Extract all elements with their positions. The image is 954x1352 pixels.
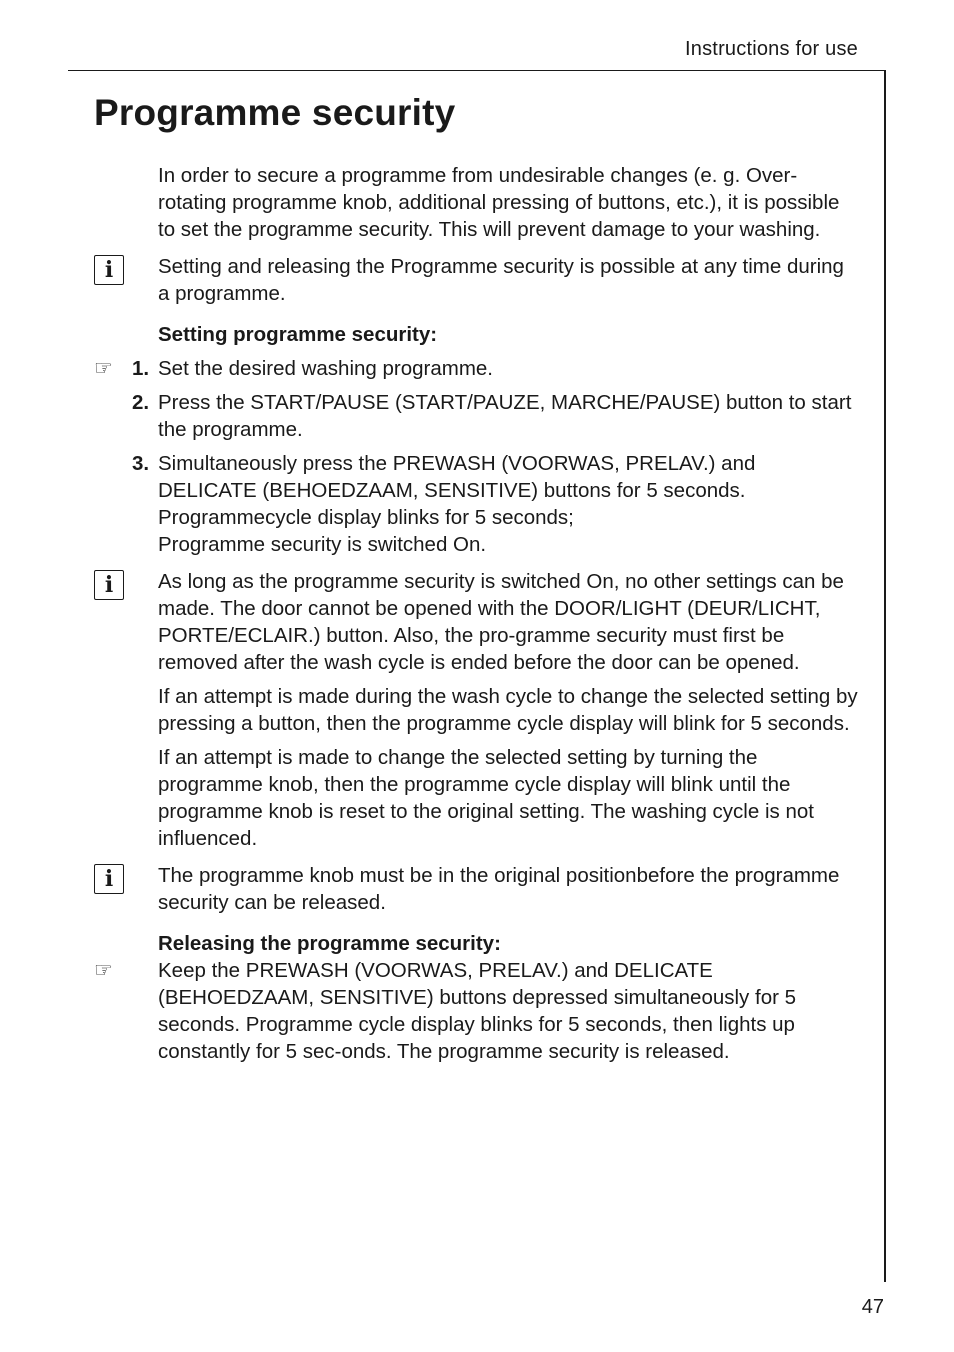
- header-divider: [68, 70, 886, 71]
- step-text: Press the START/PAUSE (START/PAUZE, MARCHE/PAUSE) button to start the programme.: [158, 391, 852, 441]
- step-1: [94, 355, 858, 382]
- knob-attempt-paragraph: If an attempt is made to change the selected setting by turning the programme knob, then the programme cycle display will blink until the programme knob is reset to the original setting. The washing cycle is not influenced.: [158, 746, 814, 850]
- info-note-1: [104, 253, 858, 307]
- pointing-hand-icon: ☞: [94, 356, 113, 380]
- page-edge-rule: [884, 70, 886, 1282]
- page-title: Programme security: [94, 92, 456, 133]
- step-number: 1.: [132, 357, 150, 380]
- info-note-3: [104, 862, 858, 916]
- info-note-2: [104, 568, 858, 676]
- pointing-hand-icon: ☞: [94, 958, 113, 982]
- header-section-title: Instructions for use: [685, 38, 858, 60]
- info-note-3-text: The programme knob must be in the original positionbefore the programme security can be released.: [158, 864, 840, 914]
- info-note-2-text: As long as the programme security is switched On, no other settings can be made. The door cannot be opened with the DOOR/LIGHT (DEUR/LICHT, PORTE/ECLAIR.) button. Also, the pro-gramme security must first be removed after the wash cycle is ended before the door can be opened.: [158, 570, 844, 674]
- step-text-continued: Programme security is switched On.: [158, 533, 487, 556]
- release-heading: Releasing the programme security:: [158, 932, 501, 955]
- info-icon: i: [94, 255, 124, 285]
- setting-heading: Setting programme security:: [158, 323, 438, 346]
- release-text: Keep the PREWASH (VOORWAS, PRELAV.) and DELICATE (BEHOEDZAAM, SENSITIVE) buttons depressed simultaneously for 5 seconds. Programme cycle display blinks for 5 seconds, then lights up constantly for 5 sec-onds. The programme security is released.: [158, 959, 797, 1063]
- step-number: 2.: [132, 391, 150, 414]
- step-number: 3.: [132, 452, 150, 475]
- step-3: [132, 450, 858, 558]
- page-content: [94, 162, 858, 1072]
- release-instruction: [94, 957, 858, 1065]
- step-text: Simultaneously press the PREWASH (VOORWAS, PRELAV.) and DELICATE (BEHOEDZAAM, SENSITIVE) buttons for 5 seconds. Programmecycle display blinks for 5 seconds;: [158, 452, 756, 529]
- button-attempt-paragraph: If an attempt is made during the wash cycle to change the selected setting by pressing a button, then the programme cycle display will blink for 5 seconds.: [158, 685, 858, 735]
- intro-paragraph: In order to secure a programme from undesirable changes (e. g. Over-rotating programme knob, additional pressing of buttons, etc.), it is possible to set the programme security. This will prevent damage to your washing.: [158, 164, 840, 241]
- info-note-1-text: Setting and releasing the Programme security is possible at any time during a programme.: [158, 255, 844, 305]
- info-icon: i: [94, 570, 124, 600]
- page-number: 47: [861, 1296, 884, 1318]
- step-2: [132, 389, 858, 443]
- info-icon: i: [94, 864, 124, 894]
- step-text: Set the desired washing programme.: [158, 357, 494, 380]
